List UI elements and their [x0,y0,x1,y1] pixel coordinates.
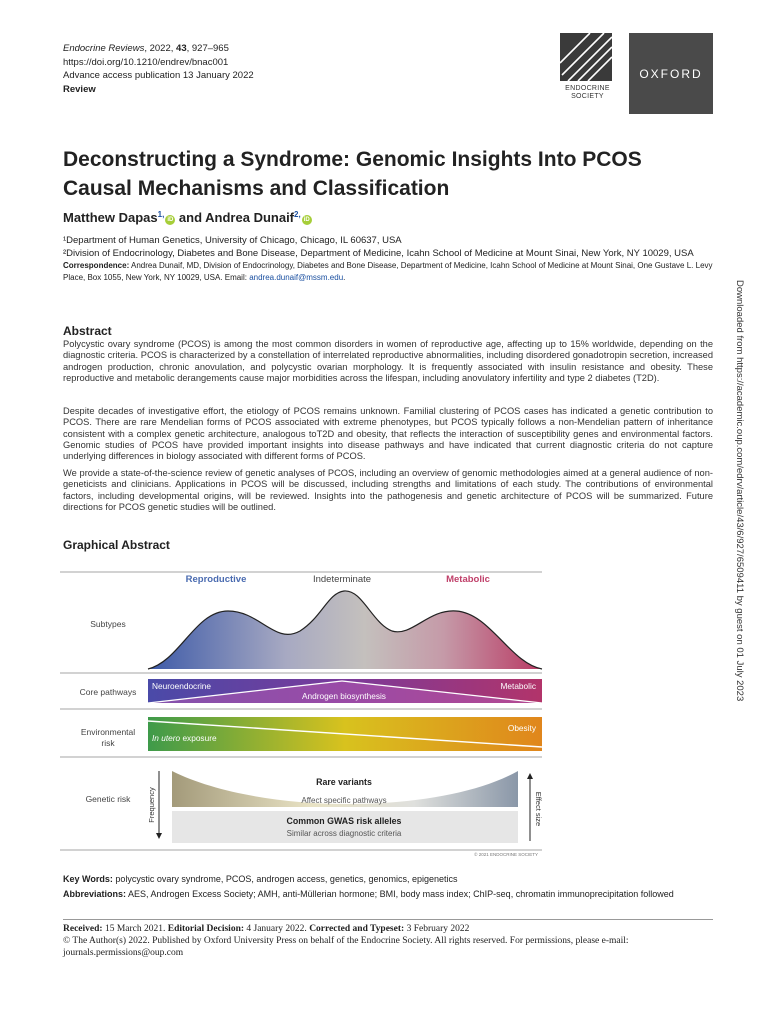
author-list [63,210,312,225]
endocrine-society-text: ENDOCRINE SOCIETY [565,85,610,100]
corrected-label: Corrected and Typeset: [309,924,405,934]
dates-line [63,923,713,935]
metabolic-pathway-label: Metabolic [500,681,536,691]
footer [63,923,713,959]
endocrine-society-logo [560,33,615,113]
received-label: Received: [63,924,103,934]
ga-copyright: © 2021 ENDOCRINE SOCIETY [474,852,538,857]
journal-header [63,42,254,96]
frequency-label: Frequency [147,787,156,823]
journal-citation [63,42,254,56]
abstract-paragraph-3: We provide a state-of-the-science review of genetic analyses of PCOS, including an overview of genomic methodologies aimed at a general audience of non-geneticists and clinicians. Applications in PCOS will be discussed, including strengths and limitations of each study. The contributions of environmental factors, including developmental origins, will be reviewed. Insights into the pathogenesis and genetic architecture of PCOS will be summarized. Future directions for PCOS genetic studies will be outlined. [63,468,713,512]
abbreviations-text: AES, Androgen Excess Society; AMH, anti-Müllerian hormone; BMI, body mass index; ChIP-seq, chromatin immunoprecipitation followed [126,889,674,899]
advance-access: Advance access publication 13 January 2022 [63,70,254,81]
abbreviations-label: Abbreviations: [63,889,127,899]
download-notice-sidebar [733,280,747,750]
abstract-paragraph-2: Despite decades of investigative effort, the etiology of PCOS remains unknown. Familial clustering of PCOS cases has indicated a genetic contribution to PCOS. There are rare Mendelian forms of PCOS associated with extreme phenotypes, but PCOS typically follows a non-Mendelian pattern of inheritance consistent with a complex genetic architecture, analogous toT2D and obesity, that reflects the interaction of susceptibility genes and environmental factors. Genomic studies of PCOS have provided important insights into disease pathways and have indicated that current diagnostic criteria do not capture underlying differences in biology associated with different forms of PCOS. [63,406,713,462]
keywords-block [63,872,723,902]
affect-specific-label: Affect specific pathways [301,796,387,805]
footer-divider [63,919,713,920]
affiliation-1: ¹Department of Human Genetics, University of Chicago, Chicago, IL 60637, USA [63,235,402,246]
subtypes-curve [148,591,542,669]
common-gwas-label: Common GWAS risk alleles [286,816,402,826]
journal-name: Endocrine Reviews [63,43,145,54]
frequency-arrow-head [156,833,162,839]
in-utero-label [152,733,217,743]
graphical-abstract-figure [60,565,550,860]
correspondence-end: . [343,272,346,282]
in-utero-italic: In utero [152,733,181,743]
col-metabolic: Metabolic [446,574,490,585]
doi-link[interactable]: https://doi.org/10.1210/endrev/bnac001 [63,56,229,68]
correspondence-label: Correspondence: [63,261,130,270]
row-subtypes: Subtypes [90,619,126,629]
rare-variants-label: Rare variants [316,777,372,787]
in-utero-exposure: exposure [180,733,217,743]
row-risk: risk [101,738,115,748]
article-type: Review [63,83,96,95]
col-indeterminate: Indeterminate [312,574,372,585]
effect-arrow-head [527,773,533,779]
abstract-heading: Abstract [63,324,112,338]
row-environmental: Environmental [80,727,136,737]
abbreviations [63,887,723,902]
graphical-abstract-heading: Graphical Abstract [63,538,170,552]
journal-pages: , 927–965 [186,43,229,54]
article-title: Deconstructing a Syndrome: Genomic Insights Into PCOS Causal Mechanisms and Classification [63,148,642,200]
affil-sup: 1, [157,210,165,219]
affiliation-2: ²Division of Endocrinology, Diabetes and Bone Disease, Department of Medicine, Icahn School of Medicine at Mount Sinai, New York, NY 10029, USA [63,247,694,259]
decision-label: Editorial Decision: [167,924,245,934]
journal-year: , 2022, [144,43,177,54]
obesity-label: Obesity [507,723,536,733]
copyright-notice: © The Author(s) 2022. Published by Oxford University Press on behalf of the Endocrine Society. All rights reserved. For permissions, please e-mail: journals.permissions@oup.com [63,936,629,958]
row-genetic-risk: Genetic risk [85,794,131,804]
decision-date: 4 January 2022. [244,924,310,934]
email-link[interactable]: andrea.dunaif@mssm.edu [249,272,344,282]
similar-across-label: Similar across diagnostic criteria [286,829,402,838]
orcid-icon[interactable]: iD [303,217,310,223]
key-words [63,872,723,887]
oxford-logo: OXFORD [629,33,713,114]
neuroendocrine-label: Neuroendocrine [152,681,212,691]
received-date: 15 March 2021. [102,924,168,934]
author-name: and Andrea Dunaif [175,210,295,225]
graphical-abstract-svg [60,565,550,860]
androgen-label: Androgen biosynthesis [302,691,386,701]
key-words-label: Key Words: [63,874,113,884]
row-core-pathways: Core pathways [79,687,137,697]
corrected-date: 3 February 2022 [404,924,470,934]
correspondence [63,260,718,283]
author-name: Matthew Dapas [63,210,158,225]
orcid-icon[interactable]: iD [167,217,174,223]
col-reproductive: Reproductive [185,574,247,585]
download-notice-text[interactable]: Downloaded from https://academic.oup.com/edrv/article/43/6/927/6509411 by guest on 01 July 2023 [734,280,745,702]
effect-size-label: Effect size [534,791,543,827]
key-words-text: polycystic ovary syndrome, PCOS, androgen access, genetics, genomics, epigenetics [112,874,458,884]
journal-volume: 43 [176,43,187,54]
endocrine-society-mark-icon [560,33,612,81]
affiliations [63,235,718,283]
abstract-paragraph-1: Polycystic ovary syndrome (PCOS) is among the most common disorders in women of reproductive age, affecting up to 15% worldwide, depending on the diagnostic criteria. PCOS is characterized by a constellation of interrelated reproductive abnormalities, including disordered gonadotropin secretion, increased androgen production, chronic anovulation, and polycystic ovarian morphology. It is frequently associated with insulin resistance and obesity. These reproductive and metabolic derangements cause major morbidities across the lifespan, including anovulatory infertility and type 2 diabetes (T2D). [63,339,713,383]
correspondence-text: Andrea Dunaif, MD, Division of Endocrinology, Diabetes and Bone Disease, Department of Medicine, Icahn School of Medicine at Mount Sinai, One Gustave L. Levy Place, Box 1055, New York, NY 10029, USA. Email: [63,261,713,282]
affil-sup: 2, [294,210,301,219]
